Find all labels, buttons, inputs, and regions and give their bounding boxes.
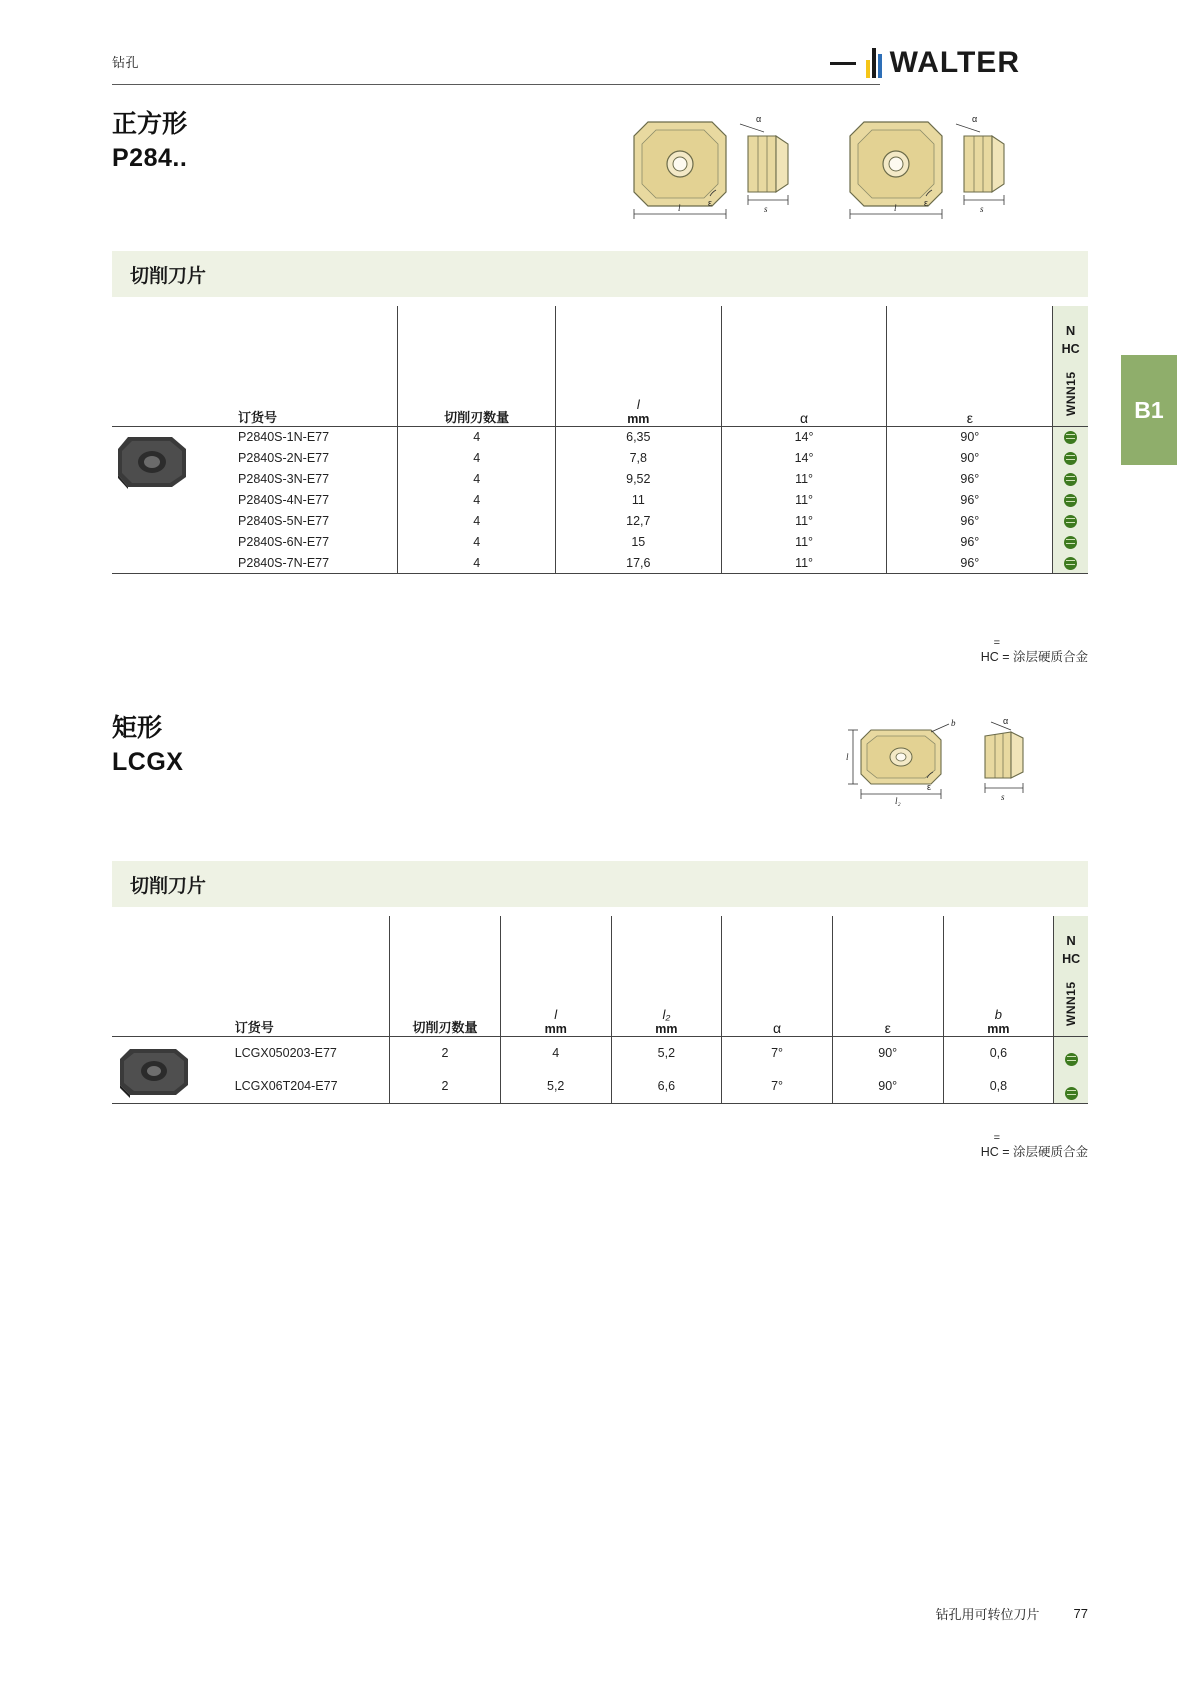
header-l2-unit: mm: [655, 1021, 678, 1036]
section-1-title-line1: 正方形: [112, 110, 188, 138]
cell-b: 0,8: [943, 1069, 1054, 1102]
cell-epsilon: 96°: [887, 510, 1053, 531]
svg-text:l: l: [678, 203, 681, 213]
svg-text:s: s: [1001, 792, 1005, 802]
header-l-symbol: l: [636, 396, 640, 412]
section-1-table: [112, 306, 1088, 573]
cell-edges: 4: [398, 489, 555, 510]
cell-alpha: 14°: [721, 426, 887, 447]
rectangular-insert-drawing: [845, 718, 1045, 808]
logo-dash-icon: [830, 62, 856, 65]
cell-alpha: 11°: [721, 552, 887, 573]
header-photo-cell: [112, 306, 228, 426]
header-b: [943, 916, 1054, 1036]
cell-l: 7,8: [555, 447, 721, 468]
header-epsilon: [832, 916, 943, 1036]
header-l-unit: mm: [544, 1021, 567, 1036]
svg-text:s: s: [764, 204, 768, 214]
table-row[interactable]: [112, 531, 1088, 552]
header-divider: [112, 84, 880, 85]
logo-text: WALTER: [889, 46, 1020, 79]
section-1-table-wrap: [112, 306, 1088, 574]
svg-text:b: b: [951, 718, 956, 728]
cell-edges: 2: [390, 1036, 501, 1069]
cell-l: 12,7: [555, 510, 721, 531]
cell-order-no: P2840S-6N-E77: [238, 534, 330, 549]
material-dot-icon: [1064, 515, 1077, 528]
rectangular-insert-photo: [112, 1041, 204, 1103]
square-insert-drawing: [630, 110, 1030, 225]
cell-l: 15: [555, 531, 721, 552]
cell-alpha: 11°: [721, 468, 887, 489]
cell-alpha: 11°: [721, 489, 887, 510]
header-b-unit: mm: [987, 1021, 1010, 1036]
table-row[interactable]: [112, 1069, 1088, 1102]
table-row[interactable]: [112, 489, 1088, 510]
table-row[interactable]: [112, 1036, 1088, 1069]
footnote-equals-icon: =: [993, 637, 1000, 649]
cell-material: [1053, 552, 1088, 573]
header-material-group: [1053, 306, 1088, 426]
cell-alpha: 7°: [722, 1036, 833, 1069]
section-2-title-line2: LCGX: [112, 747, 184, 776]
material-hc: HC: [1062, 951, 1081, 966]
walter-logo: [830, 46, 1020, 80]
chapter-tab-label: B1: [1134, 396, 1164, 423]
header-epsilon-symbol: ε: [966, 409, 973, 426]
chapter-tab-b1[interactable]: [1121, 355, 1177, 465]
cell-epsilon: 90°: [887, 426, 1053, 447]
svg-text:l: l: [846, 752, 849, 762]
section-2-footnote: [612, 1132, 1088, 1160]
material-dot-icon: [1064, 557, 1077, 570]
cell-l: 17,6: [555, 552, 721, 573]
cell-edges: 4: [398, 447, 555, 468]
material-dot-icon: [1065, 1087, 1078, 1100]
cell-epsilon: 96°: [887, 552, 1053, 573]
header-alpha: [722, 916, 833, 1036]
header-edges: 切削刃数量: [390, 916, 501, 1036]
cell-material: [1053, 531, 1088, 552]
cell-epsilon: 90°: [832, 1036, 943, 1069]
section-2-table: [112, 916, 1088, 1103]
cell-order-no: LCGX050203-E77: [234, 1045, 337, 1060]
section-1-footnote-text: HC = 涂层硬质合金: [980, 649, 1088, 664]
header-l2: [611, 916, 722, 1036]
cell-l2: 5,2: [611, 1036, 722, 1069]
svg-text:l₂: l₂: [895, 796, 901, 806]
material-dot-icon: [1064, 431, 1077, 444]
section-2-table-wrap: [112, 916, 1088, 1104]
cell-edges: 4: [398, 468, 555, 489]
header-alpha-symbol: α: [772, 1019, 782, 1036]
header-alpha: [721, 306, 887, 426]
table-header-row: [112, 916, 1088, 1036]
cell-l: 9,52: [555, 468, 721, 489]
page-header: [112, 52, 880, 71]
section-2-title-line1: 矩形: [112, 714, 163, 742]
svg-text:α: α: [972, 114, 978, 124]
svg-text:l: l: [894, 203, 897, 213]
cell-order-no: P2840S-2N-E77: [238, 450, 330, 465]
cell-order-no: P2840S-4N-E77: [238, 492, 330, 507]
footnote-equals-icon: =: [993, 1132, 1000, 1144]
cell-material: [1053, 489, 1088, 510]
header-epsilon: [887, 306, 1053, 426]
material-grade: WNN15: [1064, 981, 1079, 1026]
cell-material: [1053, 468, 1088, 489]
cell-order-no: P2840S-3N-E77: [238, 471, 330, 486]
material-dot-icon: [1064, 452, 1077, 465]
header-material-group: [1054, 916, 1088, 1036]
table-row[interactable]: [112, 468, 1088, 489]
cell-l2: 6,6: [611, 1069, 722, 1102]
table-row[interactable]: [112, 510, 1088, 531]
section-2-band: [112, 861, 1088, 907]
svg-text:s: s: [980, 204, 984, 214]
header-order-no: 订货号: [228, 306, 398, 426]
cell-material: [1053, 447, 1088, 468]
footer-text: 钻孔用可转位刀片: [935, 1607, 1040, 1622]
cell-material: [1054, 1036, 1088, 1069]
cell-material: [1054, 1069, 1088, 1102]
logo-bars-icon: [866, 48, 882, 78]
page-footer: [936, 1604, 1088, 1623]
cell-epsilon: 96°: [887, 468, 1053, 489]
table-row[interactable]: [112, 552, 1088, 573]
cell-alpha: 14°: [721, 447, 887, 468]
cell-order-no: P2840S-1N-E77: [238, 429, 330, 444]
section-1-band-label: 切削刀片: [130, 265, 207, 287]
header-l: [500, 916, 611, 1036]
square-insert-photo: [112, 431, 204, 493]
page-number: 77: [1073, 1606, 1088, 1621]
header-l2-symbol: l₂: [662, 1006, 671, 1022]
material-grade: WNN15: [1063, 371, 1078, 416]
table-row[interactable]: [112, 426, 1088, 447]
header-order-no: 订货号: [225, 916, 390, 1036]
section-2-footnote-text: HC = 涂层硬质合金: [980, 1144, 1088, 1159]
cell-alpha: 11°: [721, 510, 887, 531]
material-n: N: [1065, 322, 1076, 338]
insert-photo-cell: [112, 1036, 225, 1103]
header-edges: 切削刃数量: [398, 306, 555, 426]
svg-text:ε: ε: [924, 198, 929, 208]
breadcrumb: 钻孔: [112, 55, 140, 70]
cell-l: 6,35: [555, 426, 721, 447]
header-epsilon-symbol: ε: [884, 1019, 891, 1036]
header-alpha-symbol: α: [800, 409, 809, 426]
table-header-row: [112, 306, 1088, 426]
svg-text:α: α: [756, 114, 762, 124]
cell-l: 5,2: [500, 1069, 611, 1102]
cell-alpha: 11°: [721, 531, 887, 552]
cell-material: [1053, 510, 1088, 531]
material-dot-icon: [1065, 1053, 1078, 1066]
cell-b: 0,6: [943, 1036, 1054, 1069]
cell-edges: 4: [398, 531, 555, 552]
section-2-band-label: 切削刀片: [130, 875, 207, 897]
cell-l: 4: [500, 1036, 611, 1069]
cell-alpha: 7°: [722, 1069, 833, 1102]
cell-edges: 2: [390, 1069, 501, 1102]
cell-epsilon: 90°: [887, 447, 1053, 468]
header-l-unit: mm: [627, 411, 650, 426]
insert-photo-cell: [112, 426, 228, 573]
header-b-symbol: b: [994, 1006, 1002, 1022]
section-1-band: [112, 251, 1088, 297]
header-l-symbol: l: [554, 1006, 558, 1022]
cell-l: 11: [555, 489, 721, 510]
material-dot-icon: [1064, 494, 1077, 507]
section-2-title: [112, 712, 183, 780]
cell-material: [1053, 426, 1088, 447]
cell-edges: 4: [398, 426, 555, 447]
material-dot-icon: [1064, 536, 1077, 549]
header-photo-cell: [112, 916, 225, 1036]
section-1-title: [112, 108, 187, 176]
cell-order-no: P2840S-5N-E77: [238, 513, 330, 528]
svg-text:ε: ε: [708, 198, 713, 208]
table-row[interactable]: [112, 447, 1088, 468]
material-hc: HC: [1061, 341, 1080, 356]
cell-order-no: P2840S-7N-E77: [238, 555, 330, 570]
cell-epsilon: 96°: [887, 531, 1053, 552]
cell-edges: 4: [398, 510, 555, 531]
cell-epsilon: 90°: [832, 1069, 943, 1102]
section-1-footnote: [612, 637, 1088, 665]
svg-text:ε: ε: [927, 782, 932, 792]
cell-epsilon: 96°: [887, 489, 1053, 510]
cell-order-no: LCGX06T204-E77: [234, 1078, 338, 1093]
section-1-title-line2: P284..: [112, 143, 188, 172]
material-dot-icon: [1064, 473, 1077, 486]
cell-edges: 4: [398, 552, 555, 573]
header-l: [555, 306, 721, 426]
material-n: N: [1066, 932, 1076, 948]
svg-text:α: α: [1003, 718, 1009, 726]
